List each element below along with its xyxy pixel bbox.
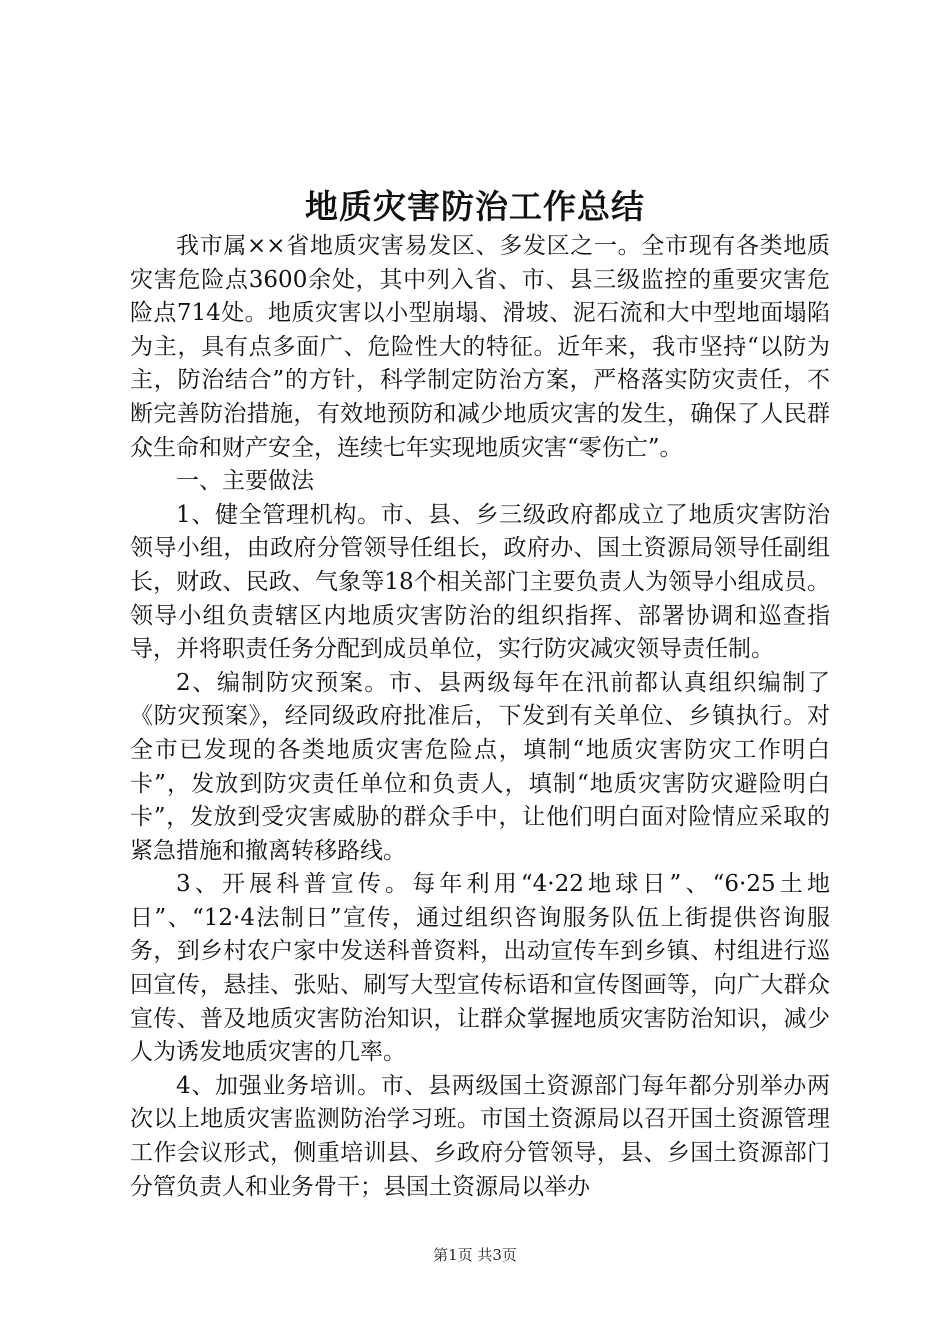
- intro-paragraph: 我市属××省地质灾害易发区、多发区之一。全市现有各类地质灾害危险点3600余处，其中列入省、市、县三级监控的重要灾害危险点714处。地质灾害以小型崩塌、滑坡、泥石流和大中型地面塌陷为主，具有点多面广、危险性大的特征。近年来，我市坚持“以防为主，防治结合”的方针，科学制定防治方案，严格落实防灾责任，不断完善防治措施，有效地预防和减少地质灾害的发生，确保了人民群众生命和财产安全，连续七年实现地质灾害“零伤亡”。: [130, 233, 830, 461]
- item-paragraph-4: 4、加强业务培训。市、县两级国土资源部门每年都分别举办两次以上地质灾害监测防治学习班。市国土资源局以召开国土资源管理工作会议形式，侧重培训县、乡政府分管领导，县、乡国土资源部门分管负责人和业务骨干；县国土资源局以举办: [130, 1072, 830, 1200]
- document-body: [130, 230, 830, 1204]
- page-number-footer: 第1页 共3页: [433, 1246, 517, 1264]
- item-paragraph-1: 1、健全管理机构。市、县、乡三级政府都成立了地质灾害防治领导小组，由政府分管领导任组长，政府办、国土资源局领导任副组长，财政、民政、气象等18个相关部门主要负责人为领导小组成员。领导小组负责辖区内地质灾害防治的组织指挥、部署协调和巡查指导，并将职责任务分配到成员单位，实行防灾减灾领导责任制。: [130, 501, 830, 663]
- item-paragraph-3: 3、开展科普宣传。每年利用“4·22地球日”、“6·25土地日”、“12·4法制日”宣传，通过组织咨询服务队伍上街提供咨询服务，到乡村农户家中发送科普资料，出动宣传车到乡镇、村组进行巡回宣传，悬挂、张贴、刷写大型宣传标语和宣传图画等，向广大群众宣传、普及地质灾害防治知识，让群众掌握地质灾害防治知识，减少人为诱发地质灾害的几率。: [130, 871, 830, 1066]
- section-heading: 一、主要做法: [176, 468, 314, 495]
- document-title: 地质灾害防治工作总结: [305, 187, 645, 226]
- item-paragraph-2: 2、编制防灾预案。市、县两级每年在汛前都认真组织编制了《防灾预案》，经同级政府批准后，下发到有关单位、乡镇执行。对全市已发现的各类地质灾害危险点，填制“地质灾害防灾工作明白卡”，发放到防灾责任单位和负责人，填制“地质灾害防灾避险明白卡”，发放到受灾害威胁的群众手中，让他们明白面对险情应采取的紧急措施和撤离转移路线。: [130, 669, 830, 864]
